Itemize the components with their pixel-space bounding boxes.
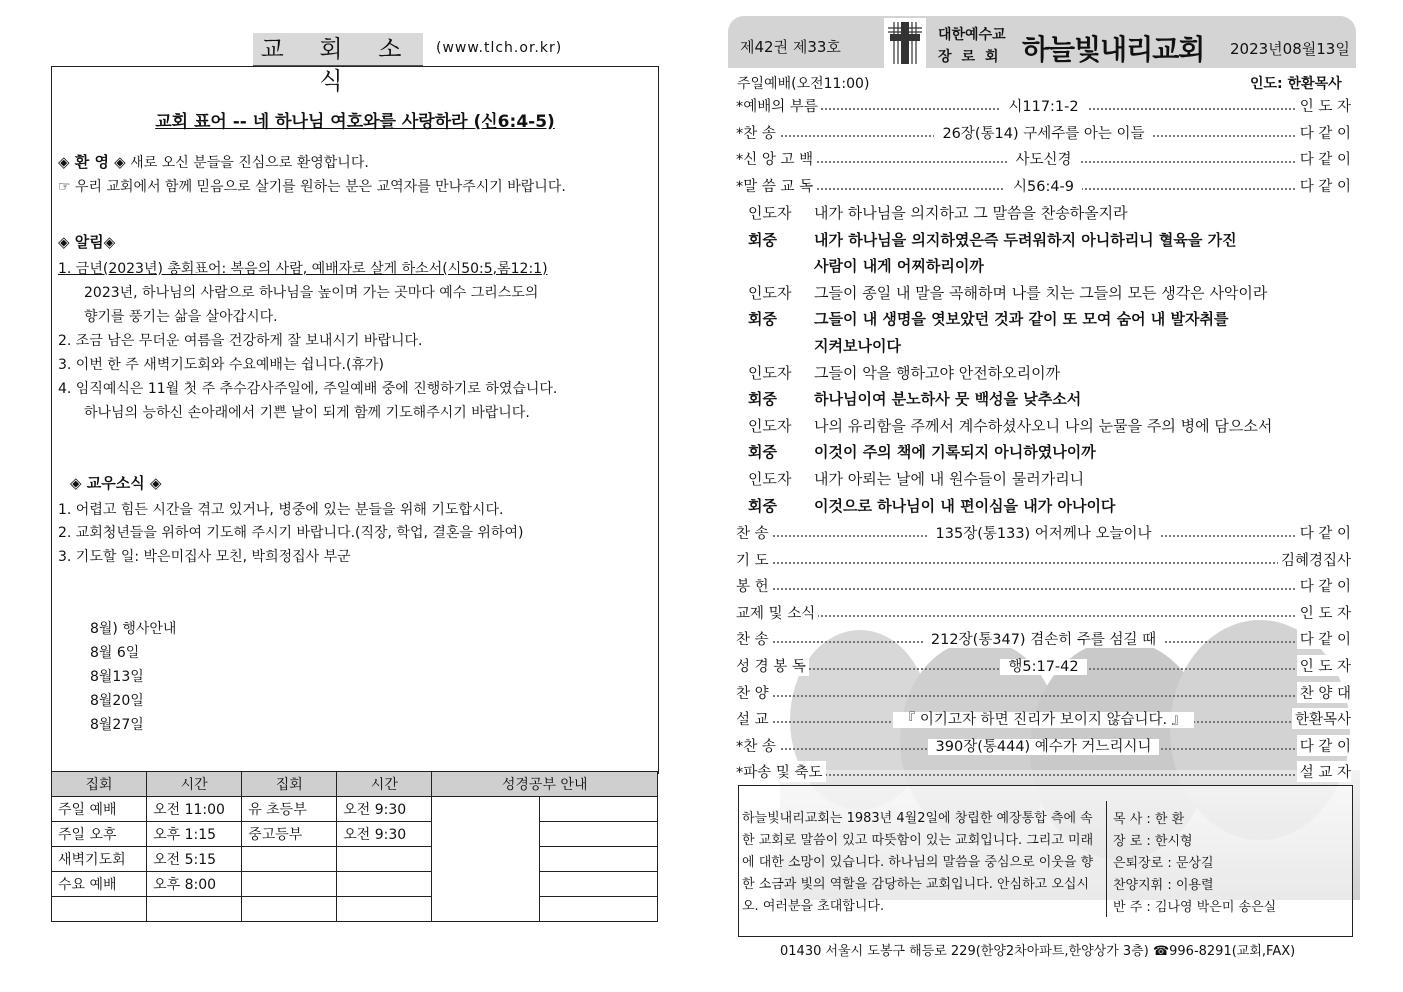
order-leader: 김혜경집사 bbox=[1278, 549, 1351, 570]
staff-retired-elder: 은퇴장로 : 문상길 bbox=[1113, 856, 1214, 871]
order-content: 행5:17-42 bbox=[1000, 659, 1086, 675]
bible-study-cell bbox=[432, 797, 539, 922]
reader-role: 회중 bbox=[748, 230, 777, 249]
order-content-wrap bbox=[736, 95, 1351, 116]
worship-title: 주일예배(오전11:00) bbox=[737, 76, 870, 92]
info-divider bbox=[1106, 801, 1107, 917]
table-row bbox=[52, 847, 658, 872]
pastoral-item: 2. 교회청년들을 위하여 기도해 주시기 바랍니다.(직장, 학업, 결혼을 위하여) bbox=[58, 525, 524, 541]
leader-reading bbox=[748, 468, 1084, 489]
reader-role: 인도자 bbox=[748, 204, 792, 222]
table-cell: 오후 8:00 bbox=[147, 872, 242, 897]
order-label: 찬 송 bbox=[736, 522, 772, 543]
notice-item: 3. 이번 한 주 새벽기도회와 수요예배는 쉽니다.(휴가) bbox=[58, 357, 384, 373]
reading-text: 그들이 내 생명을 엿보았던 것과 같이 또 모여 숨어 내 발자취를 bbox=[814, 310, 1229, 329]
welcome-line bbox=[58, 151, 369, 172]
leader-reading bbox=[748, 282, 1267, 303]
notice-item: 향기를 풍기는 삶을 살아갑시다. bbox=[84, 309, 278, 325]
order-content: 26장(통14) 구세주를 아는 이들 bbox=[934, 126, 1152, 142]
reading-continuation: 사람이 내게 어찌하리이까 bbox=[814, 257, 984, 276]
bible-study-cell bbox=[539, 822, 657, 847]
table-cell bbox=[147, 897, 242, 922]
order-content-wrap bbox=[736, 708, 1351, 729]
pastoral-heading: ◈ 교우소식 ◈ bbox=[70, 474, 162, 492]
table-cell: 주일 오후 bbox=[52, 822, 147, 847]
church-name: 하늘빛내리교회 bbox=[1022, 33, 1205, 66]
bible-study-cell bbox=[539, 872, 657, 897]
leader-reading bbox=[748, 202, 1128, 223]
schedule-header: 집회 bbox=[52, 772, 147, 797]
notice-item: 1. 금년(2023년) 총회표어: 복음의 사람, 예배자로 살게 하소서(시50:5,롬12:1) bbox=[58, 261, 548, 277]
schedule-header: 성경공부 안내 bbox=[432, 772, 658, 797]
order-leader: 다 같 이 bbox=[1297, 522, 1351, 543]
reader-role: 회중 bbox=[748, 390, 777, 409]
worship-order-row bbox=[736, 148, 1351, 170]
worship-order-row bbox=[736, 95, 1351, 117]
pastoral-item: 3. 기도할 일: 박은미집사 모친, 박희정집사 부군 bbox=[58, 549, 351, 565]
table-cell: 오후 1:15 bbox=[147, 822, 242, 847]
reader-role: 회중 bbox=[748, 443, 777, 462]
events-heading: 8월) 행사안내 bbox=[90, 621, 177, 637]
schedule-header: 시간 bbox=[337, 772, 432, 797]
welcome-text-2: ☞ 우리 교회에서 함께 믿음으로 살기를 원하는 분은 교역자를 만나주시기 바랍니다. bbox=[58, 179, 566, 195]
reading-text: 그들이 종일 내 말을 곡해하며 나를 치는 그들의 모든 생각은 사악이라 bbox=[814, 283, 1268, 302]
news-box bbox=[51, 66, 659, 774]
reading-text: 내가 하나님을 의지하였은즉 두려워하지 아니하리니 혈육을 가진 bbox=[814, 230, 1237, 249]
order-leader: 찬 양 대 bbox=[1297, 682, 1351, 703]
event-date: 8월 6일 bbox=[90, 645, 140, 661]
staff-pastor: 목 사 : 한 환 bbox=[1113, 812, 1185, 827]
leader-dots bbox=[736, 562, 1351, 564]
table-cell: 유 초등부 bbox=[242, 797, 337, 822]
table-row bbox=[52, 897, 658, 922]
bible-study-cell bbox=[539, 897, 657, 922]
order-leader: 인 도 자 bbox=[1297, 95, 1351, 116]
congregation-reading bbox=[748, 495, 1115, 516]
notice-item: 하나님의 능하신 손아래에서 기쁜 날이 되게 함께 기도해주시기 바랍니다. bbox=[84, 405, 530, 421]
event-date: 8월13일 bbox=[90, 669, 144, 685]
church-description: 하늘빛내리교회는 1983년 4월2일에 창립한 예장통합 측에 속한 교회로 말씀이 있고 따뜻함이 있는 교회입니다. 그리고 미래에 대한 소망이 있습니다. 하나님의 말씀을 중심으로 이웃을 향한 소금과 빛의 역할을 감당하는 교회입니다. 안심하고 오십시오. 여러분을 초대합니다. bbox=[742, 811, 1094, 914]
table-cell bbox=[52, 897, 147, 922]
table-cell bbox=[337, 872, 432, 897]
table-cell bbox=[337, 897, 432, 922]
order-content-wrap bbox=[736, 122, 1351, 143]
order-leader: 인 도 자 bbox=[1297, 655, 1351, 676]
table-cell: 새벽기도회 bbox=[52, 847, 147, 872]
order-content-wrap bbox=[736, 655, 1351, 676]
order-label: *예배의 부름 bbox=[736, 95, 821, 116]
church-motto: 교회 표어 -- 네 하나님 여호와를 사랑하라 (신6:4-5) bbox=[155, 112, 555, 132]
worship-order-row bbox=[736, 655, 1351, 677]
table-row bbox=[52, 872, 658, 897]
order-content-wrap bbox=[736, 522, 1351, 543]
reading-continuation: 지켜보나이다 bbox=[814, 337, 901, 355]
order-content-wrap bbox=[736, 628, 1351, 649]
reading-text: 이것이 주의 책에 기록되지 아니하였나이까 bbox=[814, 443, 1096, 462]
schedule-header-row bbox=[52, 772, 658, 797]
worship-order-row bbox=[736, 735, 1351, 757]
staff-elder: 장 로 : 한시형 bbox=[1113, 834, 1193, 849]
church-address: 01430 서울시 도봉구 해등로 229(한양2차아파트,한양상가 3층) ☎996-8291(교회,FAX) bbox=[780, 944, 1296, 959]
volume-number: 제42권 제33호 bbox=[740, 38, 841, 56]
denomination-line-1: 대한예수교 bbox=[938, 27, 1006, 43]
table-cell bbox=[242, 897, 337, 922]
schedule-header: 집회 bbox=[242, 772, 337, 797]
pastoral-item: 1. 어렵고 힘든 시간을 겪고 있거나, 병중에 있는 분들을 위해 기도합시다. bbox=[58, 502, 504, 518]
order-label: 봉 헌 bbox=[736, 575, 772, 596]
staff-choir-director: 찬양지휘 : 이용렬 bbox=[1113, 878, 1214, 893]
worship-order-row bbox=[736, 628, 1351, 650]
order-leader: 다 같 이 bbox=[1297, 175, 1351, 196]
order-label: 성 경 봉 독 bbox=[736, 655, 809, 676]
leader-reading bbox=[748, 415, 1272, 436]
table-cell: 수요 예배 bbox=[52, 872, 147, 897]
table-row bbox=[52, 797, 658, 822]
bible-study-cell bbox=[539, 847, 657, 872]
order-content: 135장(통133) 어저께나 오늘이나 bbox=[928, 526, 1160, 542]
order-label: 설 교 bbox=[736, 708, 772, 729]
order-leader: 한환목사 bbox=[1292, 708, 1351, 729]
reading-text: 하나님이여 분노하사 뭇 백성을 낮추소서 bbox=[814, 390, 1082, 409]
schedule-header: 시간 bbox=[147, 772, 242, 797]
order-label: *찬 송 bbox=[736, 735, 779, 756]
order-content: 시56:4-9 bbox=[1005, 179, 1082, 195]
order-content: 사도신경 bbox=[1007, 152, 1079, 168]
reader-role: 인도자 bbox=[748, 416, 792, 435]
welcome-text: 새로 오신 분들을 진심으로 환영합니다. bbox=[130, 155, 369, 171]
congregation-reading bbox=[748, 308, 1228, 329]
table-cell bbox=[337, 847, 432, 872]
order-leader: 다 같 이 bbox=[1297, 148, 1351, 169]
order-content: 『 이기고자 하면 진리가 보이지 않습니다. 』 bbox=[893, 712, 1194, 728]
event-date: 8월27일 bbox=[90, 717, 144, 733]
table-cell: 오전 9:30 bbox=[337, 797, 432, 822]
table-cell: 오전 11:00 bbox=[147, 797, 242, 822]
order-label: 찬 송 bbox=[736, 628, 772, 649]
leader-dots bbox=[736, 695, 1351, 697]
worship-order-row bbox=[736, 122, 1351, 144]
table-cell: 오전 5:15 bbox=[147, 847, 242, 872]
congregation-reading bbox=[748, 388, 1081, 409]
website-url[interactable]: (www.tlch.or.kr) bbox=[436, 40, 563, 56]
table-row bbox=[52, 822, 658, 847]
worship-order-row bbox=[736, 682, 1351, 704]
worship-order-row bbox=[736, 175, 1351, 197]
bulletin-date: 2023년08월13일 bbox=[1230, 40, 1350, 58]
congregation-reading bbox=[748, 441, 1096, 462]
worship-order-row bbox=[736, 602, 1351, 624]
order-content: 시117:1-2 bbox=[1000, 99, 1086, 115]
staff-accompanist: 반 주 : 김나영 박은미 송은실 bbox=[1113, 900, 1277, 915]
welcome-heading: ◈ 환 영 ◈ bbox=[58, 153, 126, 171]
order-leader: 다 같 이 bbox=[1297, 122, 1351, 143]
reading-text: 그들이 악을 행하고야 안전하오리이까 bbox=[814, 363, 1061, 382]
order-label: 찬 양 bbox=[736, 682, 772, 703]
order-label: 교제 및 소식 bbox=[736, 602, 818, 623]
worship-order-row bbox=[736, 575, 1351, 597]
order-leader: 인 도 자 bbox=[1297, 602, 1351, 623]
leader-reading bbox=[748, 362, 1060, 383]
leader-dots bbox=[736, 774, 1351, 776]
order-content: 212장(통347) 겸손히 주를 섬길 때 bbox=[923, 632, 1164, 648]
order-content-wrap bbox=[736, 175, 1351, 196]
reading-text: 내가 하나님을 의지하고 그 말씀을 찬송하올지라 bbox=[814, 204, 1128, 222]
notice-heading: ◈ 알림◈ bbox=[58, 233, 116, 251]
notice-item: 2. 조금 남은 무더운 여름을 건강하게 잘 보내시기 바랍니다. bbox=[58, 333, 423, 349]
table-cell bbox=[242, 847, 337, 872]
worship-order-row bbox=[736, 522, 1351, 544]
order-content: 390장(통444) 예수가 거느리시니 bbox=[928, 739, 1160, 755]
congregation-reading bbox=[748, 229, 1237, 250]
order-leader: 다 같 이 bbox=[1297, 735, 1351, 756]
table-cell: 오전 9:30 bbox=[337, 822, 432, 847]
church-news-title: 교 회 소 식 bbox=[253, 33, 423, 67]
leader-dots bbox=[736, 588, 1351, 590]
reader-role: 인도자 bbox=[748, 283, 792, 302]
order-label: *신 앙 고 백 bbox=[736, 148, 816, 169]
order-label: *말 씀 교 독 bbox=[736, 175, 816, 196]
notice-item: 4. 임직예식은 11월 첫 주 추수감사주일에, 주일예배 중에 진행하기로 하였습니다. bbox=[58, 381, 558, 397]
reader-role: 회중 bbox=[748, 310, 777, 329]
order-label: *찬 송 bbox=[736, 122, 779, 143]
reader-role: 인도자 bbox=[748, 363, 792, 382]
table-cell: 중고등부 bbox=[242, 822, 337, 847]
reading-text: 나의 유리함을 주께서 계수하셨사오니 나의 눈물을 주의 병에 담으소서 bbox=[814, 416, 1273, 435]
reader-role: 회중 bbox=[748, 496, 777, 515]
church-logo-icon bbox=[884, 18, 926, 68]
notice-item: 2023년, 하나님의 사람으로 하나님을 높이며 가는 곳마다 예수 그리스도의 bbox=[84, 285, 539, 301]
order-label: 기 도 bbox=[736, 549, 772, 570]
order-content-wrap bbox=[736, 148, 1351, 169]
order-leader: 다 같 이 bbox=[1297, 575, 1351, 596]
meeting-schedule-table bbox=[51, 771, 658, 922]
worship-order-row bbox=[736, 761, 1351, 783]
reading-text: 내가 아뢰는 날에 내 원수들이 물러가리니 bbox=[814, 470, 1085, 488]
order-label: *파송 및 축도 bbox=[736, 761, 826, 782]
event-date: 8월20일 bbox=[90, 693, 144, 709]
reading-text: 이것으로 하나님이 내 편이심을 내가 아나이다 bbox=[814, 496, 1116, 515]
order-leader: 다 같 이 bbox=[1297, 628, 1351, 649]
worship-order-row bbox=[736, 708, 1351, 730]
table-cell bbox=[242, 872, 337, 897]
worship-order-row bbox=[736, 549, 1351, 571]
order-leader: 설 교 자 bbox=[1297, 761, 1351, 782]
worship-leader: 인도: 한환목사 bbox=[1250, 76, 1342, 92]
table-cell: 주일 예배 bbox=[52, 797, 147, 822]
bible-study-cell bbox=[539, 797, 657, 822]
denomination-line-2: 장로회 bbox=[938, 49, 1009, 65]
leader-dots bbox=[736, 615, 1351, 617]
reader-role: 인도자 bbox=[748, 470, 792, 488]
order-content-wrap bbox=[736, 735, 1351, 756]
